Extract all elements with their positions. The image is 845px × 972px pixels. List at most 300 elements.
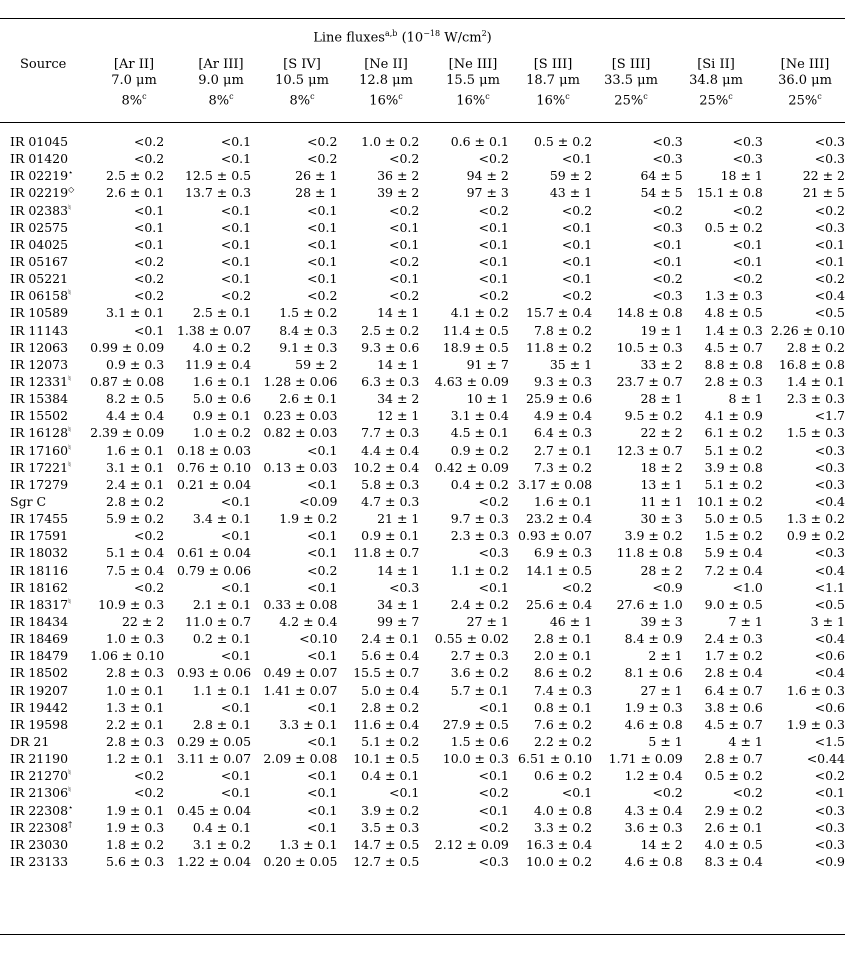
flux-cell: <0.1 — [220, 254, 252, 270]
flux-cell: 10 ± 1 — [466, 391, 509, 407]
flux-cell: 9.0 ± 0.5 — [704, 596, 763, 612]
uncertainty-note: c — [310, 92, 315, 101]
flux-cell: <0.1 — [561, 219, 593, 235]
flux-cell: <0.3 — [732, 134, 763, 150]
column-ion-text: [Ar II] — [113, 57, 155, 72]
flux-cell: 9.1 ± 0.3 — [279, 339, 338, 355]
flux-cell: 0.8 ± 0.1 — [533, 699, 593, 715]
flux-cell: 4.4 ± 0.4 — [106, 408, 165, 424]
flux-cell: <0.2 — [133, 768, 165, 784]
flux-cell: 0.13 ± 0.03 — [263, 459, 338, 475]
source-cell — [10, 476, 85, 493]
flux-cell: 22 ± 2 — [802, 168, 845, 184]
flux-cell: <0.5 — [814, 596, 845, 612]
flux-cell: <0.2 — [133, 785, 165, 801]
column-ion — [176, 57, 266, 73]
column-header — [508, 57, 598, 109]
flux-cell: 1.28 ± 0.06 — [263, 374, 338, 390]
flux-cell: <0.1 — [307, 648, 338, 664]
flux-cell: <0.1 — [220, 219, 252, 235]
source-cell — [10, 373, 85, 390]
column-wavelength — [508, 73, 598, 89]
source-cell — [10, 339, 85, 356]
table-row — [10, 596, 845, 613]
flux-cell: 8 ± 1 — [728, 391, 763, 407]
flux-cell: 0.5 ± 0.2 — [704, 219, 763, 235]
column-wavelength-text: 36.0 μm — [778, 73, 832, 88]
source-footnote-mark: ⋆ — [68, 802, 74, 812]
table-row — [10, 424, 845, 441]
flux-cell: 2.4 ± 0.1 — [361, 631, 420, 647]
flux-cell: 0.9 ± 0.1 — [361, 528, 420, 544]
flux-cell: 3.11 ± 0.07 — [176, 751, 252, 767]
supertitle-close: ) — [486, 30, 492, 46]
flux-cell: <0.3 — [814, 476, 845, 492]
source-footnote-mark: ◇ — [68, 185, 75, 195]
table-row — [10, 167, 845, 184]
column-uncertainty — [508, 89, 598, 109]
flux-cell: 39 ± 3 — [640, 614, 683, 629]
flux-cell: 12.5 ± 0.5 — [184, 168, 252, 184]
flux-cell: <0.3 — [814, 151, 845, 167]
flux-cell: 18 ± 2 — [640, 459, 683, 475]
flux-cell: 2.8 ± 0.3 — [106, 733, 165, 749]
flux-cell: 10.9 ± 0.3 — [98, 596, 165, 612]
flux-cell: 4.6 ± 0.8 — [624, 716, 683, 732]
source-name: IR 17455 — [10, 511, 69, 527]
table-body — [10, 133, 845, 870]
flux-cell: 59 ± 2 — [295, 356, 338, 372]
table-row — [10, 287, 845, 304]
column-header — [257, 57, 347, 109]
column-uncertainty-text: 25% — [699, 93, 729, 109]
flux-cell: 5.1 ± 0.2 — [361, 733, 420, 749]
flux-cell: <0.1 — [814, 785, 845, 801]
flux-cell: 5.8 ± 0.3 — [361, 476, 420, 492]
flux-cell: 1.0 ± 0.2 — [361, 134, 420, 150]
flux-cell: 1.0 ± 0.2 — [192, 425, 252, 441]
source-name: IR 17279 — [10, 476, 69, 492]
table-row — [10, 664, 845, 681]
flux-cell: 0.99 ± 0.09 — [90, 339, 165, 355]
table-row — [10, 184, 845, 201]
flux-cell: 2.6 ± 0.1 — [704, 819, 763, 835]
table-row — [10, 150, 845, 167]
uncertainty-note: c — [398, 92, 403, 101]
flux-cell: <0.1 — [561, 254, 593, 270]
flux-cell: 6.1 ± 0.2 — [704, 425, 763, 441]
flux-cell: 16.3 ± 0.4 — [526, 836, 593, 852]
flux-cell: 14 ± 1 — [377, 562, 420, 578]
flux-cell: 1.5 ± 0.6 — [450, 733, 509, 749]
flux-cell: 0.82 ± 0.03 — [263, 425, 338, 441]
flux-cell: 5.1 ± 0.4 — [106, 545, 165, 561]
flux-cell: 9.3 ± 0.3 — [533, 374, 593, 390]
flux-cell: <0.2 — [133, 288, 165, 304]
flux-cell: <0.4 — [814, 494, 845, 510]
flux-cell: <0.2 — [133, 151, 165, 167]
line-flux-table — [10, 133, 845, 870]
source-name: Sgr C — [10, 494, 47, 510]
column-ion — [341, 57, 431, 73]
flux-cell: 2.2 ± 0.2 — [533, 733, 593, 749]
flux-cell: <0.1 — [814, 254, 845, 270]
flux-cell: <0.1 — [478, 219, 509, 235]
flux-cell: <0.2 — [307, 151, 338, 167]
flux-cell: 15.5 ± 0.7 — [353, 665, 420, 681]
source-name: IR 05221 — [10, 271, 69, 287]
column-wavelength-text: 9.0 μm — [198, 73, 244, 88]
source-cell — [10, 407, 85, 424]
supertitle-units: (10 — [401, 30, 424, 46]
flux-cell: 0.4 ± 0.1 — [361, 768, 420, 784]
column-ion-text: [S III] — [611, 57, 651, 72]
flux-cell: 2.0 ± 0.1 — [533, 648, 593, 664]
flux-cell: 14.1 ± 0.5 — [526, 562, 593, 578]
flux-cell: <0.2 — [478, 785, 509, 801]
flux-cell: 0.9 ± 0.1 — [192, 408, 252, 424]
flux-cell: 1.6 ± 0.1 — [192, 374, 252, 390]
uncertainty-note: c — [565, 92, 570, 101]
source-name: IR 18032 — [10, 545, 69, 561]
bottom-rule — [0, 934, 845, 935]
flux-cell: 64 ± 5 — [640, 168, 683, 184]
source-footnote-mark: ♮ — [68, 288, 71, 298]
column-uncertainty-text: 16% — [369, 93, 399, 109]
flux-cell: <0.1 — [220, 236, 252, 252]
flux-cell: 3.5 ± 0.3 — [361, 819, 420, 835]
column-header — [586, 57, 676, 109]
column-ion — [508, 57, 598, 73]
flux-cell: 6.4 ± 0.7 — [704, 682, 763, 698]
flux-cell: <0.3 — [814, 134, 845, 150]
flux-cell: 3.1 ± 0.1 — [106, 459, 165, 475]
flux-cell: <0.1 — [220, 271, 252, 287]
flux-cell: 7.8 ± 0.2 — [533, 322, 593, 338]
table-row — [10, 270, 845, 287]
flux-cell: 0.42 ± 0.09 — [434, 459, 509, 475]
flux-cell: <0.4 — [814, 631, 845, 647]
flux-cell: 2.8 ± 0.3 — [704, 374, 763, 390]
source-name: IR 19598 — [10, 716, 69, 732]
flux-cell: 4.2 ± 0.4 — [279, 614, 338, 629]
source-cell — [10, 202, 85, 219]
source-name: IR 19442 — [10, 699, 69, 715]
flux-cell: 1.2 ± 0.4 — [624, 768, 683, 784]
flux-cell: 7.3 ± 0.2 — [533, 459, 593, 475]
source-name: IR 21190 — [10, 751, 69, 767]
flux-cell: <0.6 — [814, 648, 845, 664]
table-row — [10, 407, 845, 424]
flux-cell: <0.2 — [732, 785, 763, 801]
flux-cell: <0.1 — [307, 236, 338, 252]
flux-cell: 2.8 ± 0.4 — [704, 665, 763, 681]
flux-cell: 3.6 ± 0.3 — [624, 819, 683, 835]
source-footnote-mark: ♮ — [68, 373, 71, 383]
flux-cell: 27 ± 1 — [640, 682, 683, 698]
flux-cell: <0.1 — [220, 768, 252, 784]
flux-cell: 27 ± 1 — [466, 614, 509, 629]
column-uncertainty-text: 25% — [788, 93, 818, 109]
flux-cell: <0.1 — [133, 202, 165, 218]
table-row — [10, 390, 845, 407]
source-name: IR 21306 — [10, 785, 69, 801]
column-ion — [428, 57, 518, 73]
source-footnote-mark: ♮ — [68, 425, 71, 435]
flux-cell: 7 ± 1 — [728, 614, 763, 629]
flux-cell: 4.9 ± 0.4 — [533, 408, 593, 424]
flux-cell: <0.1 — [133, 236, 165, 252]
flux-cell: <0.1 — [307, 802, 338, 818]
flux-cell: 10.1 ± 0.5 — [353, 751, 420, 767]
table-row — [10, 784, 845, 801]
flux-cell: 7.4 ± 0.3 — [533, 682, 593, 698]
flux-cell: 27.6 ± 1.0 — [616, 596, 683, 612]
column-uncertainty-text: 16% — [456, 93, 486, 109]
flux-cell: <0.2 — [133, 271, 165, 287]
table-row — [10, 836, 845, 853]
flux-cell: 10.0 ± 0.2 — [526, 853, 593, 869]
flux-cell: 1.9 ± 0.3 — [786, 716, 845, 732]
flux-cell: <0.3 — [814, 459, 845, 475]
source-name: IR 15502 — [10, 408, 69, 424]
flux-cell: <0.2 — [133, 528, 165, 544]
flux-cell: <0.1 — [814, 236, 845, 252]
flux-cell: <0.3 — [814, 442, 845, 458]
flux-cell: <1.5 — [814, 733, 845, 749]
flux-cell: 1.6 ± 0.1 — [106, 442, 165, 458]
flux-cell: 25.6 ± 0.4 — [526, 596, 593, 612]
column-uncertainty — [586, 89, 676, 109]
flux-cell: 1.71 ± 0.09 — [608, 751, 683, 767]
flux-cell: 11.8 ± 0.7 — [353, 545, 420, 561]
flux-cell: 4.5 ± 0.7 — [704, 339, 763, 355]
flux-cell: 2.8 ± 0.1 — [533, 631, 593, 647]
flux-cell: <0.3 — [732, 151, 763, 167]
flux-cell: <0.2 — [561, 579, 593, 595]
flux-cell: <0.1 — [307, 819, 338, 835]
flux-cell: 8.1 ± 0.6 — [624, 665, 683, 681]
column-ion — [89, 57, 179, 73]
source-cell — [10, 819, 85, 836]
flux-cell: 22 ± 2 — [121, 614, 165, 629]
supertitle-notes: a,b — [384, 29, 398, 38]
source-cell — [10, 493, 85, 510]
flux-cell: 4.5 ± 0.1 — [450, 425, 509, 441]
flux-cell: <0.9 — [814, 853, 845, 869]
table-row — [10, 373, 845, 390]
flux-cell: 3 ± 1 — [810, 614, 845, 629]
column-uncertainty — [89, 89, 179, 109]
flux-cell: <0.2 — [478, 151, 509, 167]
table-row — [10, 442, 845, 459]
flux-cell: 0.9 ± 0.3 — [106, 356, 165, 372]
flux-cell: 3.6 ± 0.2 — [450, 665, 509, 681]
flux-cell: 1.9 ± 0.2 — [279, 511, 338, 527]
table-row — [10, 750, 845, 767]
table-row — [10, 510, 845, 527]
flux-cell: <0.44 — [806, 751, 845, 767]
column-header — [671, 57, 761, 109]
flux-cell: 2.8 ± 0.7 — [704, 751, 763, 767]
flux-cell: <0.1 — [133, 219, 165, 235]
flux-cell: 1.3 ± 0.2 — [786, 511, 845, 527]
flux-cell: 2.26 ± 0.10 — [770, 322, 845, 338]
source-footnote-mark: ♮ — [68, 442, 71, 452]
column-wavelength-text: 34.8 μm — [689, 73, 743, 88]
source-cell — [10, 356, 85, 373]
flux-cell: 5.9 ± 0.4 — [704, 545, 763, 561]
column-uncertainty-text: 16% — [536, 93, 566, 109]
source-cell — [10, 784, 85, 801]
flux-cell: <0.1 — [389, 271, 420, 287]
table-row — [10, 219, 845, 236]
flux-cell: 5.0 ± 0.6 — [192, 391, 252, 407]
flux-cell: <0.1 — [652, 254, 683, 270]
flux-cell: 0.9 ± 0.2 — [450, 442, 509, 458]
column-wavelength — [760, 73, 845, 89]
flux-cell: 2.8 ± 0.2 — [106, 494, 165, 510]
table-row — [10, 356, 845, 373]
flux-cell: 7.6 ± 0.2 — [533, 716, 593, 732]
column-ion — [671, 57, 761, 73]
source-name: IR 01045 — [10, 134, 69, 150]
flux-cell: <0.3 — [814, 836, 845, 852]
flux-cell: 6.4 ± 0.3 — [533, 425, 593, 441]
column-ion — [586, 57, 676, 73]
flux-cell: <0.2 — [389, 288, 420, 304]
flux-cell: 8.2 ± 0.5 — [106, 391, 165, 407]
flux-cell: 11.8 ± 0.2 — [526, 339, 593, 355]
column-uncertainty-text: 8% — [208, 93, 230, 109]
flux-cell: 1.6 ± 0.3 — [786, 682, 845, 698]
flux-cell: 1.0 ± 0.3 — [106, 631, 165, 647]
flux-cell: <0.3 — [652, 134, 683, 150]
uncertainty-note: c — [485, 92, 490, 101]
flux-cell: 26 ± 1 — [295, 168, 338, 184]
flux-cell: <0.1 — [478, 236, 509, 252]
flux-cell: <0.1 — [561, 271, 593, 287]
flux-cell: 6.3 ± 0.3 — [361, 374, 420, 390]
source-name: IR 18434 — [10, 614, 69, 629]
source-cell — [10, 442, 85, 459]
source-cell — [10, 270, 85, 287]
flux-cell: 4.6 ± 0.8 — [624, 853, 683, 869]
flux-cell: 2.4 ± 0.1 — [106, 476, 165, 492]
flux-cell: 11.8 ± 0.8 — [616, 545, 683, 561]
flux-cell: 3.4 ± 0.1 — [192, 511, 252, 527]
flux-cell: 1.5 ± 0.3 — [786, 425, 845, 441]
flux-cell: 4.7 ± 0.3 — [361, 494, 420, 510]
table-supertitle — [260, 29, 545, 45]
source-name: IR 23030 — [10, 836, 69, 852]
column-uncertainty — [257, 89, 347, 109]
flux-cell: 16.8 ± 0.8 — [778, 356, 845, 372]
flux-cell: <0.2 — [478, 202, 509, 218]
flux-cell: 8.4 ± 0.9 — [624, 631, 683, 647]
flux-cell: 2.4 ± 0.3 — [704, 631, 763, 647]
source-footnote-mark: ⋆ — [68, 168, 74, 178]
source-cell — [10, 630, 85, 647]
flux-cell: 4.3 ± 0.4 — [624, 802, 683, 818]
flux-cell: <0.2 — [652, 271, 683, 287]
flux-cell: 1.8 ± 0.2 — [106, 836, 165, 852]
column-ion-text: [Ar III] — [198, 57, 244, 72]
source-footnote-mark: ♮ — [68, 768, 71, 778]
flux-cell: <0.1 — [561, 151, 593, 167]
table-row — [10, 579, 845, 596]
flux-cell: 10.2 ± 0.4 — [353, 459, 420, 475]
flux-cell: 1.06 ± 0.10 — [90, 648, 165, 664]
flux-cell: 5.1 ± 0.2 — [704, 442, 763, 458]
source-cell — [10, 853, 85, 870]
flux-cell: 2.8 ± 0.2 — [786, 339, 845, 355]
source-cell — [10, 699, 85, 716]
column-wavelength — [586, 73, 676, 89]
flux-cell: <0.2 — [133, 254, 165, 270]
flux-cell: 1.0 ± 0.1 — [106, 682, 165, 698]
column-ion-text: [S III] — [533, 57, 573, 72]
column-wavelength — [89, 73, 179, 89]
source-name: IR 02219 — [10, 185, 69, 201]
flux-cell: 35 ± 1 — [549, 356, 593, 372]
flux-cell: 1.3 ± 0.1 — [279, 836, 338, 852]
flux-cell: 5.0 ± 0.4 — [361, 682, 420, 698]
table-row — [10, 236, 845, 253]
column-wavelength — [176, 73, 266, 89]
source-name: IR 17221 — [10, 459, 69, 475]
flux-cell: <0.2 — [389, 151, 420, 167]
column-ion-text: [Si II] — [697, 57, 735, 72]
column-wavelength-text: 33.5 μm — [604, 73, 658, 88]
flux-cell: <0.2 — [133, 134, 165, 150]
flux-cell: 2.5 ± 0.1 — [192, 305, 252, 321]
column-wavelength-text: 7.0 μm — [111, 73, 157, 88]
column-wavelength-text: 10.5 μm — [275, 73, 329, 88]
flux-cell: <0.2 — [389, 254, 420, 270]
source-name: IR 18479 — [10, 648, 69, 664]
source-name: IR 17160 — [10, 442, 69, 458]
flux-cell: 12.7 ± 0.5 — [353, 853, 420, 869]
flux-cell: 28 ± 1 — [295, 185, 338, 201]
flux-cell: 13.7 ± 0.3 — [184, 185, 252, 201]
flux-cell: <0.1 — [478, 579, 509, 595]
flux-cell: 0.79 ± 0.06 — [176, 562, 252, 578]
column-ion-text: [Ne III] — [780, 57, 830, 72]
flux-cell: <0.2 — [652, 202, 683, 218]
flux-cell: <0.4 — [814, 562, 845, 578]
flux-cell: 0.93 ± 0.06 — [176, 665, 252, 681]
flux-cell: 0.2 ± 0.1 — [192, 631, 252, 647]
flux-cell: <0.2 — [561, 288, 593, 304]
flux-cell: <0.2 — [133, 579, 165, 595]
flux-cell: 18 ± 1 — [720, 168, 763, 184]
column-uncertainty — [341, 89, 431, 109]
source-name: IR 02219 — [10, 168, 69, 184]
flux-cell: 2.8 ± 0.2 — [361, 699, 420, 715]
source-name: IR 18502 — [10, 665, 69, 681]
flux-cell: 4.1 ± 0.9 — [704, 408, 763, 424]
source-name: IR 02575 — [10, 219, 69, 235]
flux-cell: <0.1 — [389, 219, 420, 235]
flux-cell: <0.2 — [561, 202, 593, 218]
flux-cell: 8.3 ± 0.4 — [704, 853, 763, 869]
source-name: IR 21270 — [10, 768, 69, 784]
flux-cell: 4.0 ± 0.2 — [192, 339, 252, 355]
flux-cell: 10.1 ± 0.2 — [696, 494, 763, 510]
flux-cell: 1.6 ± 0.1 — [533, 494, 593, 510]
column-uncertainty-text: 8% — [121, 93, 143, 109]
